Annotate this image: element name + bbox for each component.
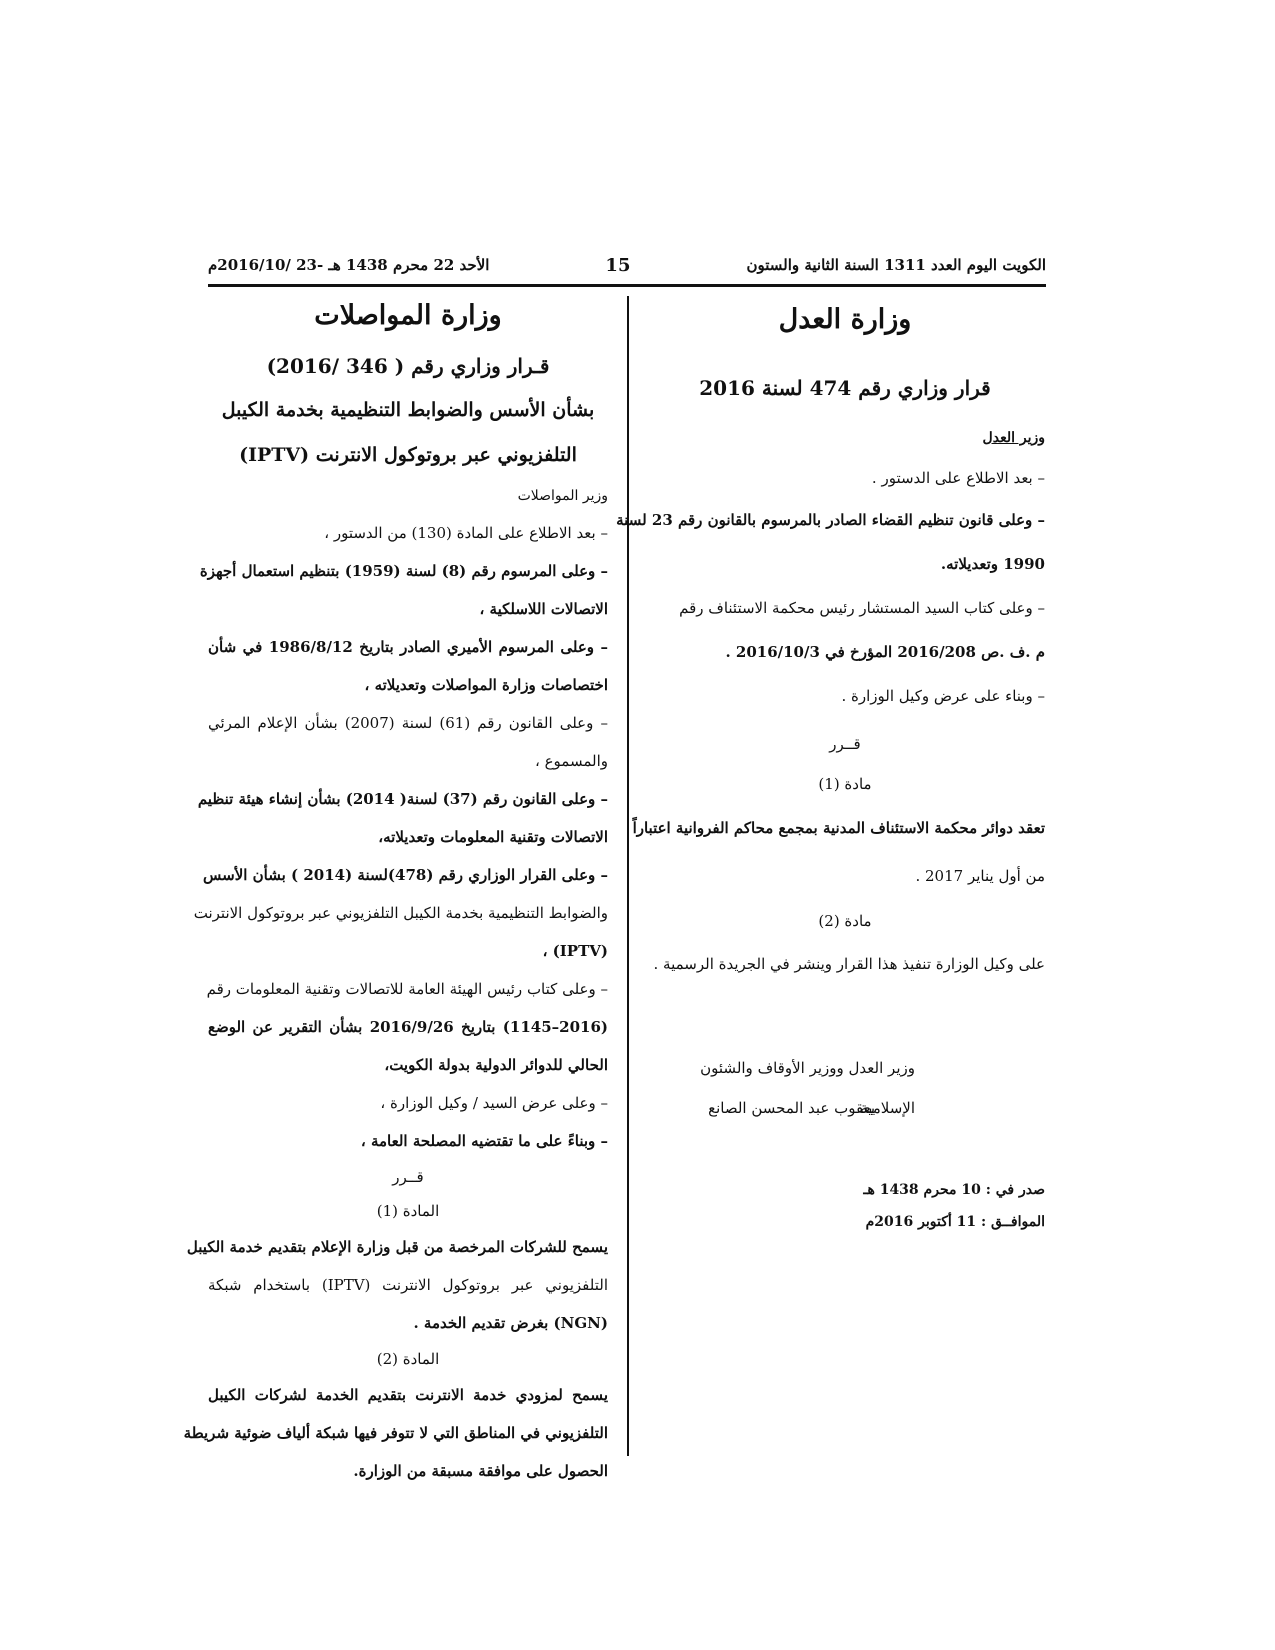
preamble-line: – وعلى عرض السيد / وكيل الوزارة ،: [380, 1094, 608, 1112]
signature-title: وزير العدل ووزير الأوقاف والشئون الإسلامية: [700, 1059, 915, 1117]
preamble: [193, 514, 608, 1160]
article-2-line: يسمح لمزودي خدمة الانترنت بتقديم الخدمة لشركات الكيبل: [208, 1386, 608, 1404]
issued-hijri-date: صدر في : 10 محرم 1438 هـ: [863, 1182, 1045, 1198]
decree-subject-line: التلفزيوني عبر بروتوكول الانترنت (IPTV): [239, 444, 577, 466]
decided-heading: قــرر: [829, 735, 861, 753]
article-1-heading: المادة (1): [376, 1202, 440, 1220]
communications-column: [183, 300, 608, 1490]
ministry-title: وزارة العدل: [778, 304, 912, 335]
article-2-line: الحصول على موافقة مسبقة من الوزارة.: [353, 1462, 608, 1480]
decree-title: قـرار وزاري رقم ( 346 /2016): [266, 354, 550, 378]
signature-name: يعقوب عبد المحسن الصانع: [708, 1099, 875, 1117]
decided-heading: قــرر: [392, 1168, 424, 1186]
preamble-line: اختصاصات وزارة المواصلات وتعديلاته ،: [364, 676, 608, 694]
article-2-heading: المادة (2): [376, 1350, 440, 1368]
article-2-heading: مادة (2): [818, 912, 872, 930]
decree-issuer: وزير العدل: [982, 430, 1045, 446]
preamble-line: – وعلى قانون تنظيم القضاء الصادر بالمرسوم بالقانون رقم 23 لسنة: [616, 511, 1045, 529]
decree-subject-line: بشأن الأسس والضوابط التنظيمية بخدمة الكيبل: [221, 399, 595, 421]
preamble: [616, 458, 1045, 718]
header-date: الأحد 22 محرم 1438 هـ -23 /2016/10م: [208, 256, 490, 274]
header-divider: [208, 284, 1046, 287]
preamble-line: – وعلى المرسوم الأميري الصادر بتاريخ 1986/8/12 في شأن: [208, 638, 608, 656]
preamble-line: 1990 وتعديلاته.: [940, 555, 1045, 573]
preamble-line: – وعلى القرار الوزاري رقم (478)لسنة (2014 ) بشأن الأسس: [203, 866, 608, 884]
decree-title: قرار وزاري رقم 474 لسنة 2016: [699, 376, 991, 400]
article-1-line: (NGN) بغرض تقديم الخدمة .: [413, 1314, 608, 1332]
preamble-line: – بعد الاطلاع على الدستور .: [871, 469, 1045, 487]
preamble-line: والضوابط التنظيمية بخدمة الكيبل التلفزيوني عبر بروتوكول الانترنت: [193, 904, 608, 922]
preamble-line: م .ف .ص 2016/208 المؤرخ في 2016/10/3 .: [725, 643, 1045, 661]
article-2-line: التلفزيوني في المناطق التي لا تتوفر فيها شبكة ألياف ضوئية شريطة: [183, 1424, 608, 1442]
decree-issuer: وزير المواصلات: [517, 488, 608, 504]
preamble-line: – وعلى كتاب رئيس الهيئة العامة للاتصالات وتقنية المعلومات رقم: [206, 980, 608, 998]
header-issue-info: الكويت اليوم العدد 1311 السنة الثانية والستون: [746, 256, 1046, 274]
page-number: 15: [605, 254, 631, 276]
preamble-line: الاتصالات اللاسلكية ،: [479, 600, 608, 618]
article-1-line: تعقد دوائر محكمة الاستئناف المدنية بمجمع محاكم الفروانية اعتباراً: [632, 819, 1045, 837]
preamble-line: – وعلى القانون رقم (61) لسنة (2007) بشأن الإعلام المرئي: [208, 714, 608, 732]
article-1-heading: مادة (1): [818, 775, 872, 793]
article-1-line: يسمح للشركات المرخصة من قبل وزارة الإعلام بتقديم خدمة الكيبل: [186, 1238, 608, 1256]
ministry-title: وزارة المواصلات: [314, 300, 502, 331]
preamble-line: – وعلى كتاب السيد المستشار رئيس محكمة الاستئناف رقم: [679, 599, 1045, 617]
preamble-line: – وعلى القانون رقم (37) لسنة( 2014) بشأن إنشاء هيئة تنظيم: [197, 790, 608, 808]
article-2-line: على وكيل الوزارة تنفيذ هذا القرار وينشر في الجريدة الرسمية .: [653, 955, 1045, 973]
preamble-line: والمسموع ،: [534, 752, 608, 770]
preamble-line: – وبناءً على ما تقتضيه المصلحة العامة ،: [360, 1132, 608, 1150]
preamble-line: – وعلى المرسوم رقم (8) لسنة (1959) بتنظيم استعمال أجهزة: [199, 562, 608, 580]
preamble-line: الحالي للدوائر الدولية بدولة الكويت،: [384, 1056, 608, 1074]
article-1-line: من أول يناير 2017 .: [915, 867, 1045, 885]
issued-gregorian-date: الموافــق : 11 أكتوبر 2016م: [865, 1214, 1045, 1230]
preamble-line: (2016–1145) بتاريخ 2016/9/26 بشأن التقرير عن الوضع: [208, 1018, 608, 1036]
column-divider: [627, 296, 629, 1456]
article-1-line: التلفزيوني عبر بروتوكول الانترنت (IPTV) باستخدام شبكة: [208, 1276, 608, 1294]
preamble-line: – بعد الاطلاع على المادة (130) من الدستور ،: [324, 524, 608, 542]
justice-column: [616, 300, 1045, 1238]
preamble-line: – وبناء على عرض وكيل الوزارة .: [841, 687, 1045, 705]
preamble-line: الاتصالات وتقنية المعلومات وتعديلاته،: [378, 828, 608, 846]
page-header: [208, 247, 1046, 283]
preamble-line: (IPTV) ،: [542, 942, 608, 960]
